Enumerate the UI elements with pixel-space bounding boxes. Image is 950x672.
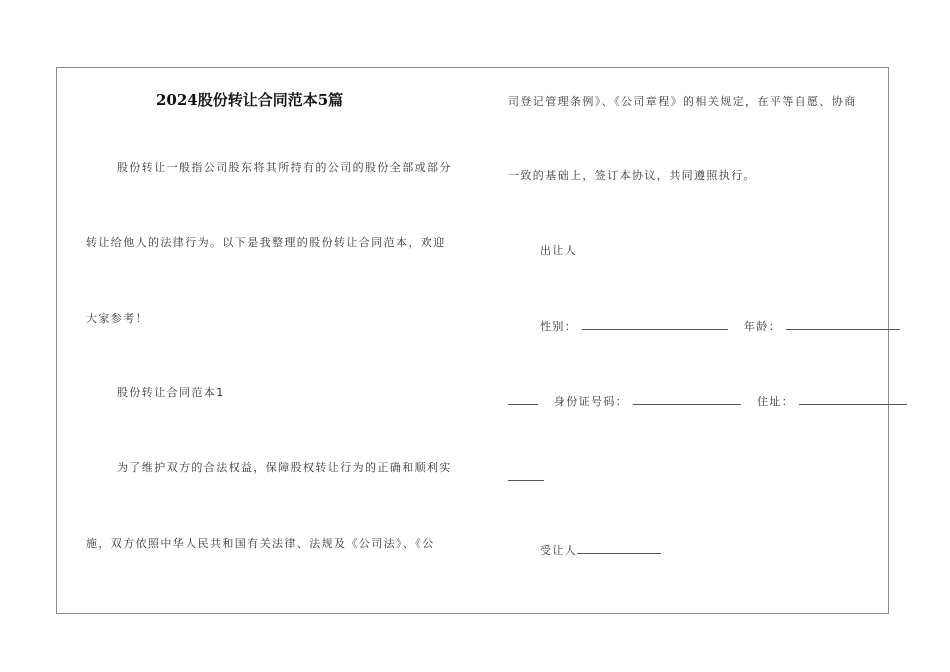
gender-label: 性别： [540,320,578,333]
id-address-row [508,394,907,409]
transferee-row [540,543,661,558]
paragraph-line-2: 施，双方依照中华人民共和国有关法律、法规及《公司法》、《公 [86,537,435,550]
intro-line-3: 大家参考！ [86,312,148,325]
age-blank-continued [508,394,538,405]
gender-blank [582,319,728,330]
section-heading: 股份转让合同范本1 [117,386,225,399]
transferee-blank [577,543,661,554]
page-frame [56,67,889,614]
intro-line-1: 股份转让一般指公司股东将其所持有的公司的股份全部或部分 [117,161,452,174]
transferee-label: 受让人 [540,544,578,557]
paragraph-line-1: 为了维护双方的合法权益，保障股权转让行为的正确和顺利实 [117,461,452,474]
id-number-label: 身份证号码： [553,395,629,408]
continuation-line-2: 一致的基础上，签订本协议，共同遵照执行。 [508,169,756,182]
gender-age-row [540,319,900,334]
address-blank-row [508,470,544,485]
address-blank-continued [508,470,544,481]
age-label: 年龄： [743,320,782,333]
intro-line-2: 转让给他人的法律行为。以下是我整理的股份转让合同范本，欢迎 [86,236,446,249]
transferor-label: 出让人 [540,244,578,257]
address-blank [799,394,907,405]
continuation-line-1: 司登记管理条例》、《公司章程》的相关规定，在平等自愿、协商 [508,95,857,108]
address-label: 住址： [756,395,795,408]
document-title: 2024股份转让合同范本5篇 [156,91,344,109]
id-number-blank [633,394,741,405]
age-blank [786,319,900,330]
